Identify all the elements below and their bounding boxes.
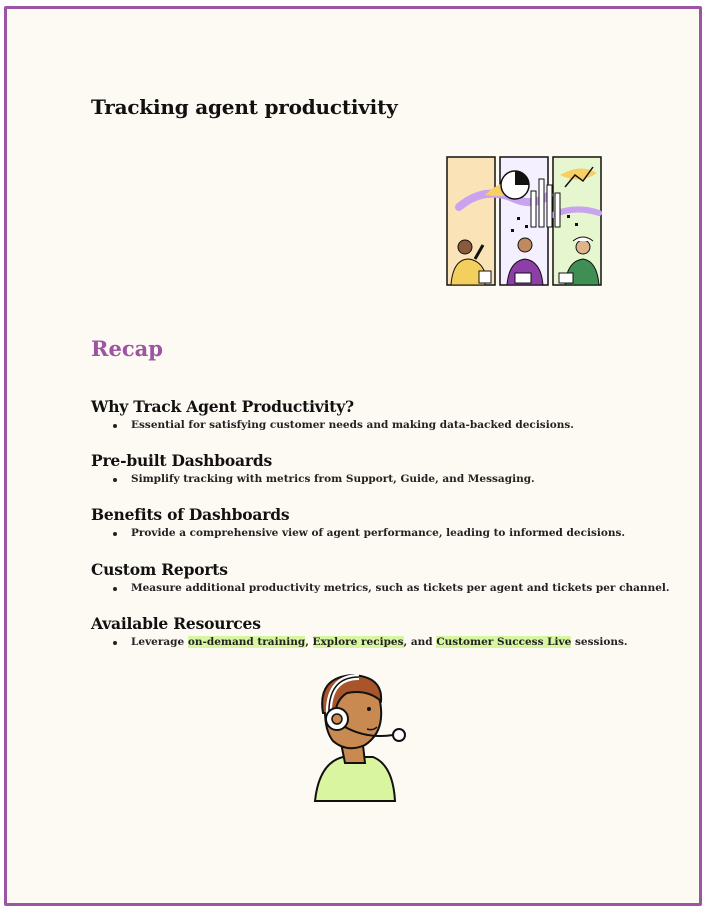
document-page xyxy=(4,6,702,906)
bullet-text: , xyxy=(305,636,313,648)
bullet-item xyxy=(91,636,628,648)
bullet-item: Measure additional productivity metrics, such as tickets per agent and tickets per channel. xyxy=(91,582,670,594)
section-heading: Custom Reports xyxy=(91,560,228,579)
team-dashboard-illustration xyxy=(445,155,603,287)
bullet-text: sessions. xyxy=(571,636,628,648)
section-heading: Available Resources xyxy=(91,614,261,633)
section-benefits-dashboards xyxy=(91,505,625,539)
section-heading: Benefits of Dashboards xyxy=(91,505,290,524)
headset-agent-illustration xyxy=(307,671,411,803)
explore-recipes-link[interactable]: Explore recipes xyxy=(312,636,404,648)
bullet-text: , and xyxy=(403,636,437,648)
section-custom-reports xyxy=(91,560,670,594)
page-title: Tracking agent productivity xyxy=(91,95,398,119)
section-prebuilt-dashboards xyxy=(91,451,535,485)
section-heading: Why Track Agent Productivity? xyxy=(91,397,354,416)
bullet-item: Essential for satisfying customer needs and making data-backed decisions. xyxy=(91,419,574,431)
section-available-resources xyxy=(91,614,628,648)
bullet-item: Simplify tracking with metrics from Support, Guide, and Messaging. xyxy=(91,473,535,485)
section-why-track xyxy=(91,397,574,431)
bullet-text: Leverage xyxy=(131,636,188,648)
recap-heading: Recap xyxy=(91,336,163,361)
on-demand-training-link[interactable]: on-demand training xyxy=(187,636,306,648)
bullet-item: Provide a comprehensive view of agent performance, leading to informed decisions. xyxy=(91,527,625,539)
section-heading: Pre-built Dashboards xyxy=(91,451,272,470)
customer-success-live-link[interactable]: Customer Success Live xyxy=(436,636,572,648)
